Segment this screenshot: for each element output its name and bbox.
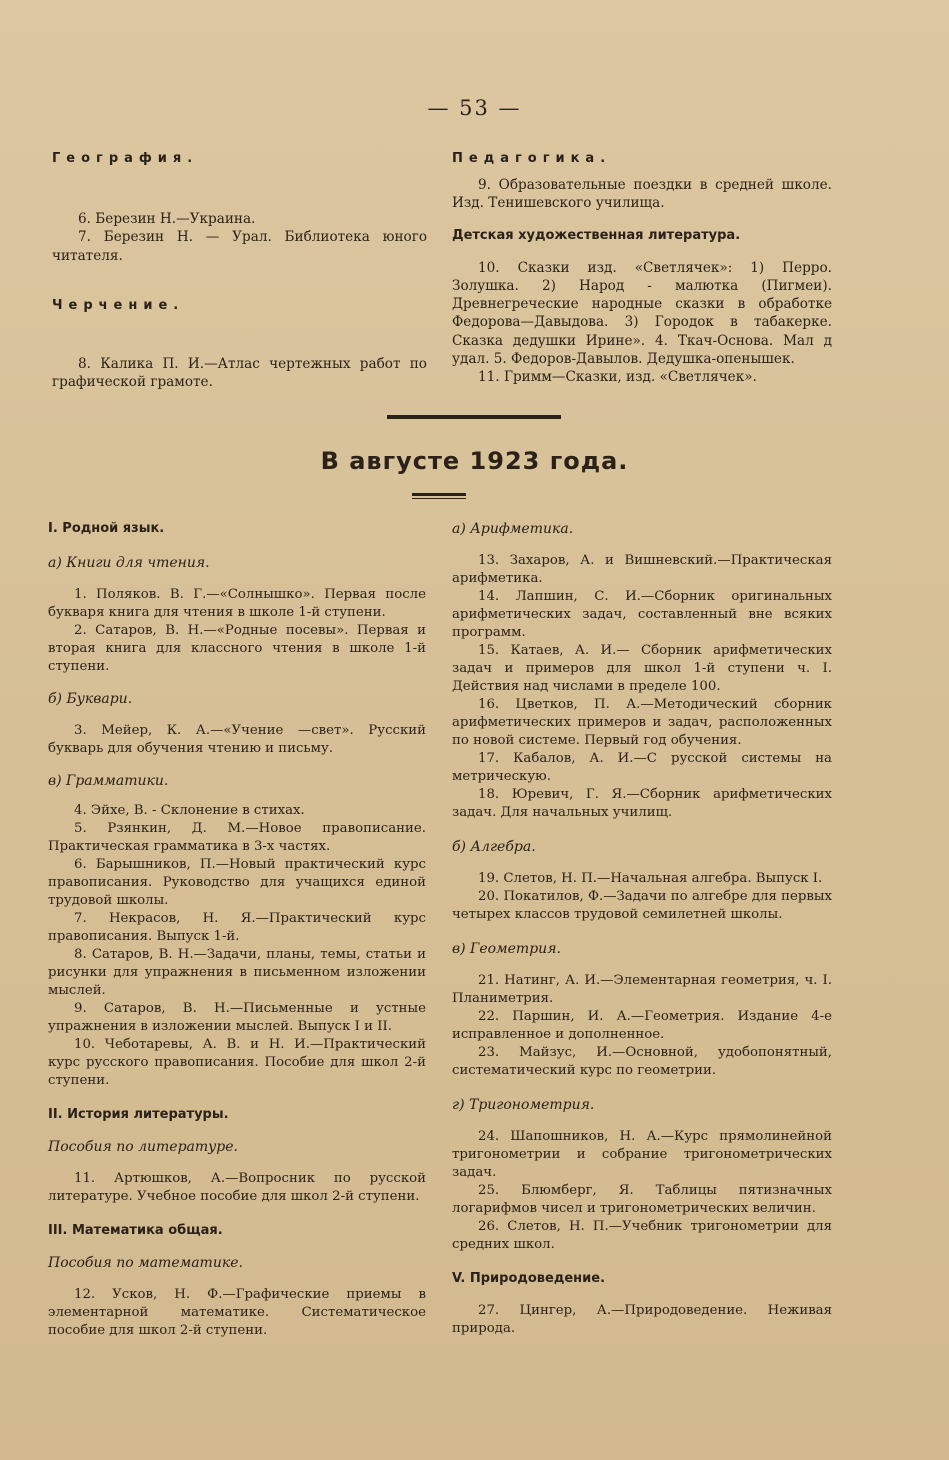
- pedagogy-heading: Педагогика.: [452, 151, 612, 166]
- list-item: 26. Слетов, Н. П.—Учебник тригонометрии для средних школ.: [452, 1219, 832, 1252]
- list-item: 10. Сказки изд. «Светлячек»: 1) Перро. Золушка. 2) Народ - малютка (Пигмеи). Древнегреческие народные сказки в обработке Федорова—Давыдова. 3) Городок в табакерке. Сказка дедушки Ирине». 4. Ткач-Основа. Мал д удал. 5. Федоров-Давылов. Дедушка-опенышек.: [452, 259, 832, 367]
- subsection-heading: Пособия по математике.: [48, 1255, 243, 1271]
- top-left-column: [52, 150, 427, 391]
- top-right-column: [452, 150, 832, 386]
- list-item: 8. Сатаров, В. Н.—Задачи, планы, темы, статьи и рисунки для упражнения в письменном изложении мыслей.: [48, 947, 426, 998]
- subsection-heading: а) Книги для чтения.: [48, 555, 210, 571]
- list-item: 7. Березин Н. — Урал. Библиотека юного читателя.: [52, 229, 427, 264]
- geography-heading: География.: [52, 151, 199, 166]
- subsection-heading: в) Грамматики.: [48, 773, 169, 789]
- list-item: 11. Гримм—Сказки, изд. «Светлячек».: [478, 369, 757, 386]
- list-item: 12. Усков, Н. Ф.—Графические приемы в элементарной математике. Систематическое пособие для школ 2-й ступени.: [48, 1287, 426, 1338]
- subsection-heading: б) Буквари.: [48, 691, 133, 707]
- list-item: 15. Катаев, А. И.— Сборник арифметических задач и примеров для школ 1-й ступени ч. I. Действия над числами в пределе 100.: [452, 643, 832, 694]
- list-item: 22. Паршин, И. А.—Геометрия. Издание 4-е исправленное и дополненное.: [452, 1009, 832, 1042]
- list-item: 24. Шапошников, Н. А.—Курс прямолинейной тригонометрии и собрание тригонометрических задач.: [452, 1129, 832, 1180]
- list-item: 9. Сатаров, В. Н.—Письменные и устные упражнения в изложении мыслей. Выпуск I и II.: [48, 1001, 426, 1034]
- title-rule: [412, 493, 466, 496]
- list-item: 2. Сатаров, В. Н.—«Родные посевы». Первая и вторая книга для классного чтения в школе 1-й ступени.: [48, 623, 426, 674]
- page-number: — 53 —: [427, 96, 522, 120]
- list-item: 6. Березин Н.—Украина.: [78, 211, 256, 228]
- list-item: 5. Рзянкин, Д. М.—Новое правописание. Практическая грамматика в 3-х частях.: [48, 821, 426, 854]
- children-lit-heading: Детская художественная литература.: [452, 227, 741, 243]
- subsection-heading: г) Тригонометрия.: [452, 1097, 595, 1113]
- right-column: [452, 520, 832, 1338]
- list-item: 21. Натинг, А. И.—Элементарная геометрия, ч. I. Планиметрия.: [452, 973, 832, 1006]
- list-item: 17. Кабалов, А. И.—С русской системы на метрическую.: [452, 751, 832, 784]
- section-heading: V. Природоведение.: [452, 1271, 606, 1286]
- list-item: 14. Лапшин, С. И.—Сборник оригинальных арифметических задач, составленный вне всяких программ.: [452, 589, 832, 640]
- list-item: 25. Блюмберг, Я. Таблицы пятизначных логарифмов чисел и тригонометрических величин.: [452, 1183, 832, 1216]
- section-heading: I. Родной язык.: [48, 521, 165, 536]
- subsection-heading: Пособия по литературе.: [48, 1139, 238, 1155]
- list-item: 1. Поляков. В. Г.—«Солнышко». Первая после букваря книга для чтения в школе 1-й ступени.: [48, 587, 426, 620]
- list-item: 11. Артюшков, А.—Вопросник по русской литературе. Учебное пособие для школ 2-й ступени.: [48, 1171, 426, 1204]
- section-divider: [387, 415, 561, 419]
- left-column: [48, 520, 426, 1340]
- main-title: В августе 1923 года.: [320, 447, 629, 475]
- subsection-heading: в) Геометрия.: [452, 941, 561, 957]
- subsection-heading: а) Арифметика.: [452, 521, 574, 537]
- list-item: 16. Цветков, П. А.—Методический сборник арифметических примеров и задач, расположенных по новой системе. Первый год обучения.: [452, 697, 832, 748]
- section-heading: III. Математика общая.: [48, 1223, 223, 1238]
- list-item: 13. Захаров, А. и Вишневский.—Практическая арифметика.: [452, 553, 832, 586]
- list-item: 18. Юревич, Г. Я.—Сборник арифметических задач. Для начальных училищ.: [452, 787, 832, 820]
- list-item: 7. Некрасов, Н. Я.—Практический курс правописания. Выпуск 1-й.: [48, 911, 426, 944]
- list-item: 6. Барышников, П.—Новый практический курс правописания. Руководство для учащихся единой трудовой школы.: [48, 857, 426, 908]
- list-item: 10. Чеботаревы, А. В. и Н. И.—Практический курс русского правописания. Пособие для школ 2-й ступени.: [48, 1037, 426, 1088]
- list-item: 9. Образовательные поездки в средней школе. Изд. Тенишевского училища.: [452, 177, 832, 212]
- drawing-heading: Черчение.: [52, 297, 185, 313]
- list-item: 4. Эйхе, В. - Склонение в стихах.: [74, 803, 305, 818]
- section-heading: II. История литературы.: [48, 1107, 229, 1122]
- title-rule-thin: [412, 498, 466, 499]
- list-item: 27. Цингер, А.—Природоведение. Неживая природа.: [452, 1303, 832, 1336]
- list-item: 19. Слетов, Н. П.—Начальная алгебра. Выпуск I.: [478, 871, 823, 886]
- list-item: 23. Майзус, И.—Основной, удобопонятный, систематический курс по геометрии.: [452, 1045, 832, 1078]
- list-item: 8. Калика П. И.—Атлас чертежных работ по графической грамоте.: [52, 356, 427, 391]
- list-item: 20. Покатилов, Ф.—Задачи по алгебре для первых четырех классов трудовой семилетней школы.: [452, 889, 832, 922]
- subsection-heading: б) Алгебра.: [452, 839, 536, 855]
- list-item: 3. Мейер, К. А.—«Учение —свет». Русский букварь для обучения чтению и письму.: [48, 723, 426, 756]
